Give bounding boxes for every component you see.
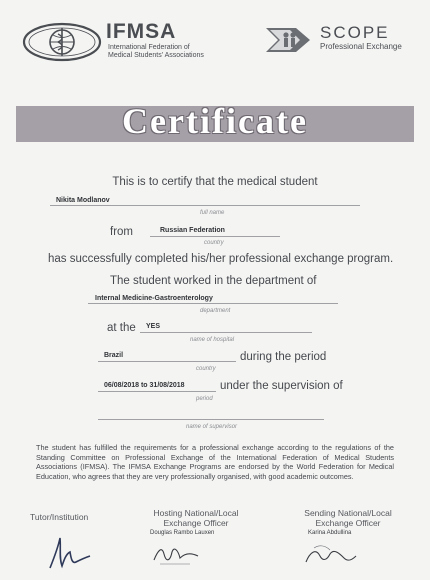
certificate-title: Certificate xyxy=(122,101,308,141)
department-caption: department xyxy=(200,308,231,314)
hospital-caption: name of hospital xyxy=(190,337,235,343)
department-value: Internal Medicine-Gastroenterology xyxy=(95,295,213,302)
completed-text: has successfully completed his/her professional exchange program. xyxy=(48,253,394,265)
ifmsa-title: IFMSA xyxy=(106,20,177,43)
sending-label-line2: Exchange Officer xyxy=(315,518,381,528)
hospital-value: YES xyxy=(146,323,161,330)
people-exchange-icon xyxy=(260,20,320,60)
country-caption: country xyxy=(204,240,224,246)
hosting-label xyxy=(136,508,256,528)
ifmsa-subtitle-line1: International Federation of xyxy=(108,44,190,51)
sending-officer-name: Karina Abdullina xyxy=(308,530,352,536)
student-name-line xyxy=(50,205,360,206)
sending-signature-icon xyxy=(300,540,360,570)
period-line xyxy=(98,391,216,392)
scope-subtitle: Professional Exchange xyxy=(320,42,402,51)
scope-logo xyxy=(260,20,410,66)
supervisor-line xyxy=(98,419,324,420)
hosting-label-line2: Exchange Officer xyxy=(163,518,229,528)
intro-text: This is to certify that the medical student xyxy=(112,176,318,188)
scope-title: SCOPE xyxy=(320,23,390,42)
certificate-banner xyxy=(16,101,414,142)
period-value: 06/08/2018 to 31/08/2018 xyxy=(104,382,185,389)
supervisor-caption: name of supervisor xyxy=(186,424,238,430)
sending-label-line1: Sending National/Local xyxy=(304,508,392,518)
hosting-officer-name: Douglas Rambo Lauxen xyxy=(150,530,215,536)
from-label: from xyxy=(110,226,133,238)
during-label: during the period xyxy=(240,351,327,363)
at-the-label: at the xyxy=(107,322,136,334)
hosting-signature-icon xyxy=(150,540,210,570)
hospital-line xyxy=(140,332,312,333)
department-line xyxy=(88,303,338,304)
hosting-label-line1: Hosting National/Local xyxy=(153,508,239,518)
department-intro: The student worked in the department of xyxy=(110,275,317,287)
requirements-statement: The student has fulfilled the requirements for a professional exchange according to the regulations of the Standing Committee on Professional Exchange of the International Federation of Medical Students Associations (IFMSA). The IFMSA Exchange Programs are endorsed by the World Federation for Medical Education, who agrees that they are very professionally organised, with good academic outcomes. xyxy=(36,443,394,481)
full-name-caption: full name xyxy=(200,210,225,216)
period-country-line xyxy=(98,361,236,362)
supervision-label: under the supervision of xyxy=(220,380,343,392)
tutor-signature-icon xyxy=(44,534,94,574)
tutor-label: Tutor/Institution xyxy=(30,512,89,522)
country-line xyxy=(150,236,280,237)
ifmsa-logo xyxy=(22,20,204,66)
period-caption: period xyxy=(196,396,213,402)
ifmsa-subtitle-line2: Medical Students' Associations xyxy=(108,52,204,59)
sending-label xyxy=(288,508,408,528)
period-country-caption: country xyxy=(196,366,216,372)
globe-caduceus-icon xyxy=(22,22,102,62)
period-country-value: Brazil xyxy=(104,352,124,359)
student-name: Nikita Modlanov xyxy=(56,197,110,204)
ifmsa-subtitle xyxy=(108,44,218,60)
student-country: Russian Federation xyxy=(160,227,225,234)
